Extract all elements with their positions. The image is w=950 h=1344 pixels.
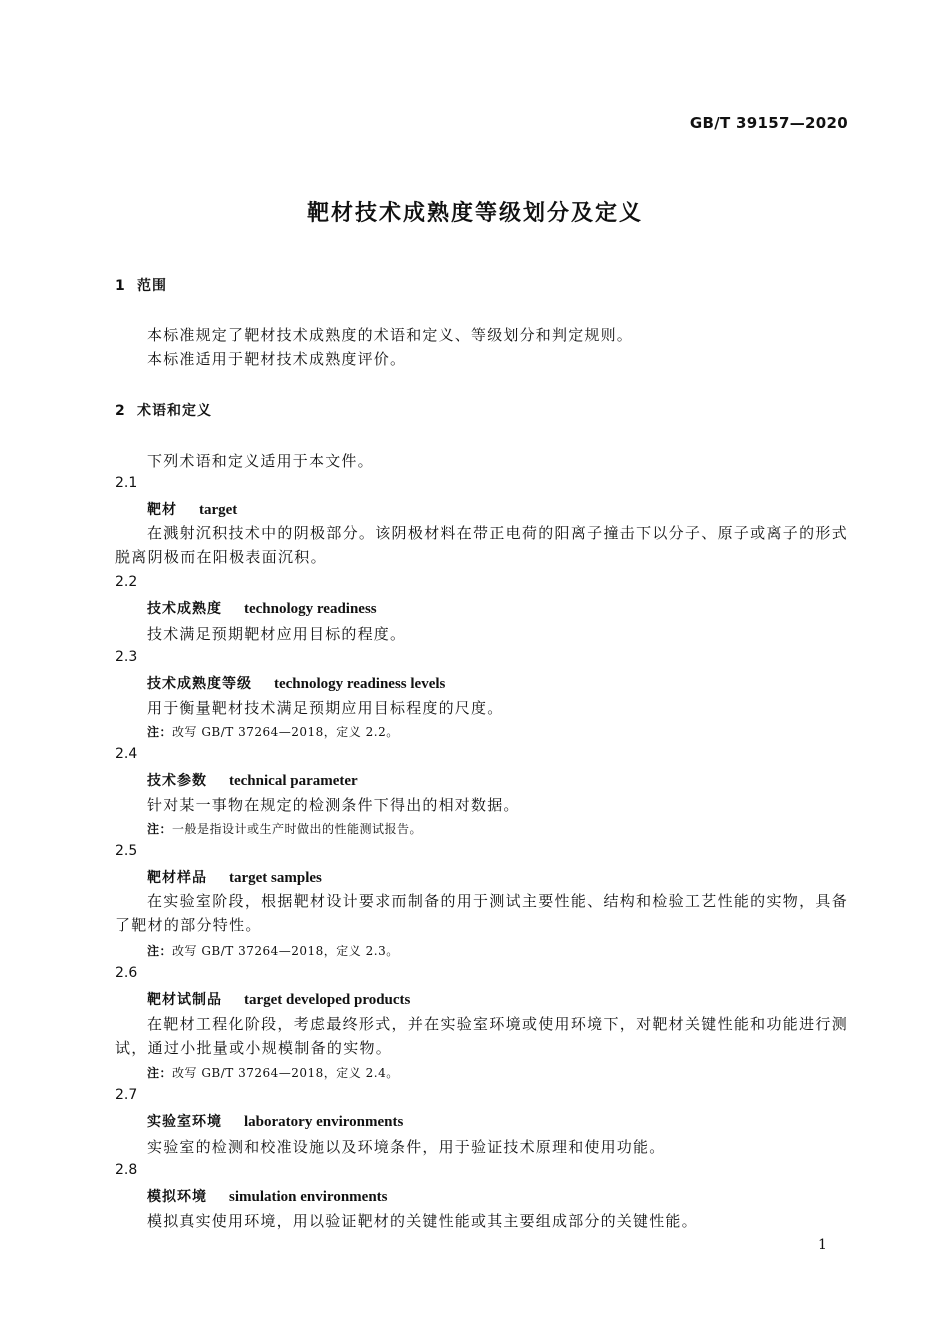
term-definition: 实验室的检测和校准设施以及环境条件，用于验证技术原理和使用功能。: [147, 1138, 666, 1156]
term-definition: 技术满足预期靶材应用目标的程度。: [147, 625, 407, 643]
term-number: 2.8: [115, 1162, 138, 1178]
term-en: technology readiness levels: [274, 676, 446, 692]
term-definition: 针对某一事物在规定的检测条件下得出的相对数据。: [147, 796, 520, 814]
term-note: [147, 723, 399, 740]
note-text: 一般是指设计或生产时做出的性能测试报告。: [172, 822, 423, 836]
term-number: 2.6: [115, 965, 138, 981]
term-zh: 实验室环境: [147, 1114, 222, 1130]
term-note: [147, 820, 422, 837]
note-text: 改写 GB/T 37264—2018，定义 2.2。: [172, 725, 399, 739]
term-en: simulation environments: [229, 1189, 388, 1205]
term-zh: 靶材样品: [147, 870, 207, 886]
term-zh: 技术参数: [147, 773, 207, 789]
term-en: target samples: [229, 870, 322, 886]
note-text: 改写 GB/T 37264—2018，定义 2.3。: [172, 944, 399, 958]
term-definition: 在实验室阶段，根据靶材设计要求而制备的用于测试主要性能、结构和检验工艺性能的实物，具备了靶材的部分特性。: [115, 892, 848, 934]
term-en: laboratory environments: [244, 1114, 404, 1130]
section-number: 2: [115, 403, 126, 419]
term-definition: 在靶材工程化阶段，考虑最终形式，并在实验室环境或使用环境下，对靶材关键性能和功能进行测试，通过小批量或小规模制备的实物。: [115, 1015, 848, 1057]
term-zh: 技术成熟度等级: [147, 676, 252, 692]
term-en: technology readiness: [244, 601, 377, 617]
term-number: 2.3: [115, 649, 138, 665]
note-label: 注：: [147, 1066, 173, 1080]
term-number: 2.2: [115, 574, 138, 590]
term-number: 2.7: [115, 1087, 138, 1103]
term-number: 2.4: [115, 746, 138, 762]
page-number: 1: [818, 1237, 827, 1253]
term-zh: 靶材试制品: [147, 992, 222, 1008]
standard-code: GB/T 39157—2020: [689, 114, 848, 132]
term-entry: [147, 867, 322, 887]
term-entry: [147, 770, 358, 790]
paragraph: 下列术语和定义适用于本文件。: [147, 452, 374, 470]
term-entry: [147, 989, 410, 1009]
paragraph: 本标准适用于靶材技术成熟度评价。: [147, 350, 407, 368]
document-title: 靶材技术成熟度等级划分及定义: [306, 201, 643, 226]
note-label: 注：: [147, 944, 173, 958]
term-number: 2.5: [115, 843, 138, 859]
term-en: target developed products: [244, 992, 411, 1008]
term-number: 2.1: [115, 475, 138, 491]
term-definition: 用于衡量靶材技术满足预期应用目标程度的尺度。: [147, 699, 504, 717]
note-label: 注：: [147, 822, 173, 836]
term-en: technical parameter: [229, 773, 358, 789]
term-definition: 模拟真实使用环境，用以验证靶材的关键性能或其主要组成部分的关键性能。: [147, 1212, 698, 1230]
note-text: 改写 GB/T 37264—2018，定义 2.4。: [172, 1066, 399, 1080]
paragraph: 本标准规定了靶材技术成熟度的术语和定义、等级划分和判定规则。: [147, 326, 634, 344]
term-entry: [147, 499, 237, 519]
term-en: target: [199, 502, 238, 518]
term-note: [147, 1064, 399, 1081]
section-title: 范围: [137, 278, 167, 294]
term-zh: 模拟环境: [147, 1189, 207, 1205]
section-number: 1: [115, 278, 126, 294]
term-entry: [147, 598, 377, 618]
note-label: 注：: [147, 725, 173, 739]
term-zh: 技术成熟度: [147, 601, 222, 617]
term-note: [147, 942, 399, 959]
term-entry: [147, 1111, 403, 1131]
section-heading: [115, 275, 167, 295]
section-title: 术语和定义: [137, 403, 212, 419]
section-heading: [115, 400, 212, 420]
term-zh: 靶材: [147, 502, 177, 518]
term-entry: [147, 673, 445, 693]
term-entry: [147, 1186, 388, 1206]
term-definition: 在溅射沉积技术中的阴极部分。该阴极材料在带正电荷的阳离子撞击下以分子、原子或离子的形式脱离阴极而在阳极表面沉积。: [115, 524, 848, 566]
